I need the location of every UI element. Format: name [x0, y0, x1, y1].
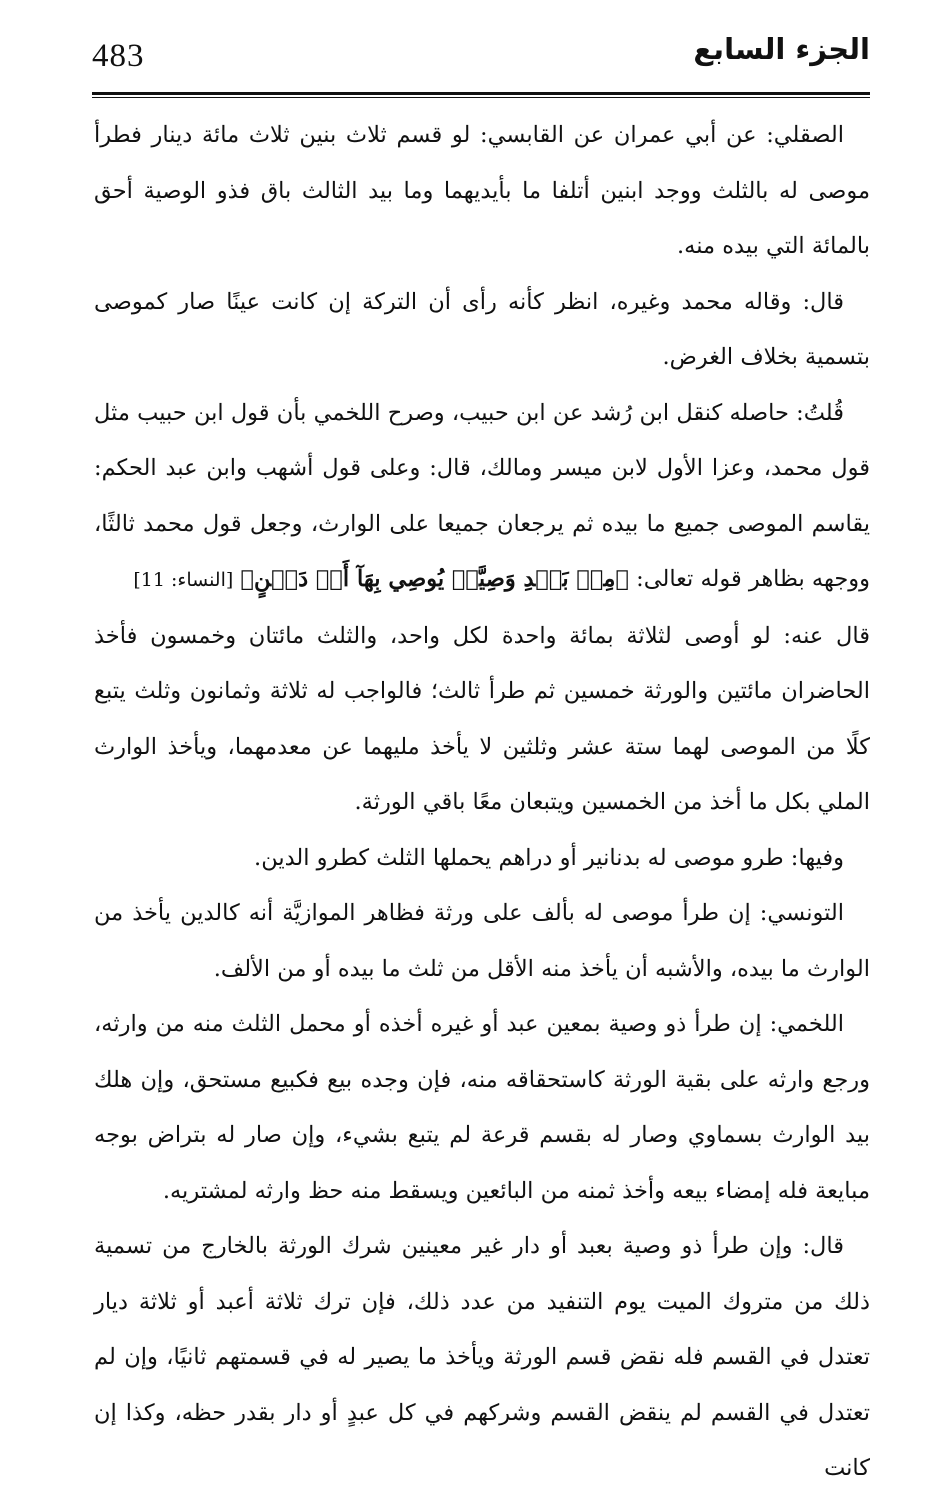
paragraph	[94, 386, 870, 609]
header-rule	[92, 92, 870, 98]
paragraph-text: قُلتُ: حاصله كنقل ابن رُشد عن ابن حبيب، وصرح اللخمي بأن قول ابن حبيب مثل قول محمد، وعزا الأول لابن ميسر ومالك، قال: وعلى قول أشهب وابن عبد الحكم: يقاسم الموصى جميع ما بيده ثم يرجعان جميعا على الوارث، وجعل قول محمد ثالثًا، ووجهه بظاهر قوله تعالى:	[94, 399, 870, 592]
running-title: الجزء السابع	[693, 32, 870, 66]
body-text	[94, 108, 870, 1497]
quran-verse: ﴿مِنۢ بَعۡدِ وَصِيَّةٖ يُوصِي بِهَآ أَوۡ دَيۡنٍ﴾	[240, 566, 629, 592]
paragraph: قال عنه: لو أوصى لثلاثة بمائة واحدة لكل واحد، والثلث مائتان وخمسون فأخذ الحاضران مائتين والورثة خمسين ثم طرأ ثالث؛ فالواجب له ثلاثة وثمانون وثلث يتبع كلًا من الموصى لهما ستة عشر وثلثين لا يأخذ مليهما عن معدمهما، ويأخذ الوارث الملي بكل ما أخذ من الخمسين ويتبعان معًا باقي الورثة.	[94, 622, 870, 815]
paragraph: اللخمي: إن طرأ ذو وصية بمعين عبد أو غيره أخذه أو محمل الثلث منه من وارثه، ورجع وارثه على بقية الورثة كاستحقاقه منه، فإن وجده بيع فكبيع مستحق، وإن هلك بيد الوارث بسماوي وصار له بقسم قرعة لم يتبع بشيء، وإن صار له بتراض بوجه مبايعة فله إمضاء بيعه وأخذ ثمنه من البائعين ويسقط منه حظ وارثه لمشتريه.	[94, 1011, 870, 1204]
paragraph: الصقلي: عن أبي عمران عن القابسي: لو قسم ثلاث بنين ثلاث مائة دينار فطرأ موصى له بالثلث ووجد ابنين أتلفا ما بأيديهما وما بيد الثالث باق فذو الوصية أحق بالمائة التي بيده منه.	[94, 122, 870, 259]
quran-reference: [النساء: 11]	[133, 569, 234, 591]
page-header	[92, 28, 870, 84]
paragraph: قال: وقاله محمد وغيره، انظر كأنه رأى أن التركة إن كانت عينًا صار كموصى بتسمية بخلاف الغرض.	[94, 288, 870, 370]
page-number: 483	[92, 38, 145, 74]
paragraph: وفيها: طرو موصى له بدنانير أو دراهم يحملها الثلث كطرو الدين.	[254, 844, 844, 871]
paragraph: التونسي: إن طرأ موصى له بألف على ورثة فظاهر الموازيَّة أنه كالدين يأخذ من الوارث ما بيده، والأشبه أن يأخذ منه الأقل من ثلث ما بيده أو من الألف.	[94, 900, 870, 982]
paragraph: قال: وإن طرأ ذو وصية بعبد أو دار غير معينين شرك الورثة بالخارج من تسمية ذلك من متروك الميت يوم التنفيد من عدد ذلك، فإن ترك ثلاثة أعبد أو ثلاثة ديار تعتدل في القسم فله نقض قسم الورثة ويأخذ ما يصير له في قسمتهم ثانيًا، وإن لم تعتدل في القسم لم ينقض القسم وشركهم في كل عبدٍ أو دار بقدر حظه، وكذا إن كانت	[94, 1233, 870, 1481]
